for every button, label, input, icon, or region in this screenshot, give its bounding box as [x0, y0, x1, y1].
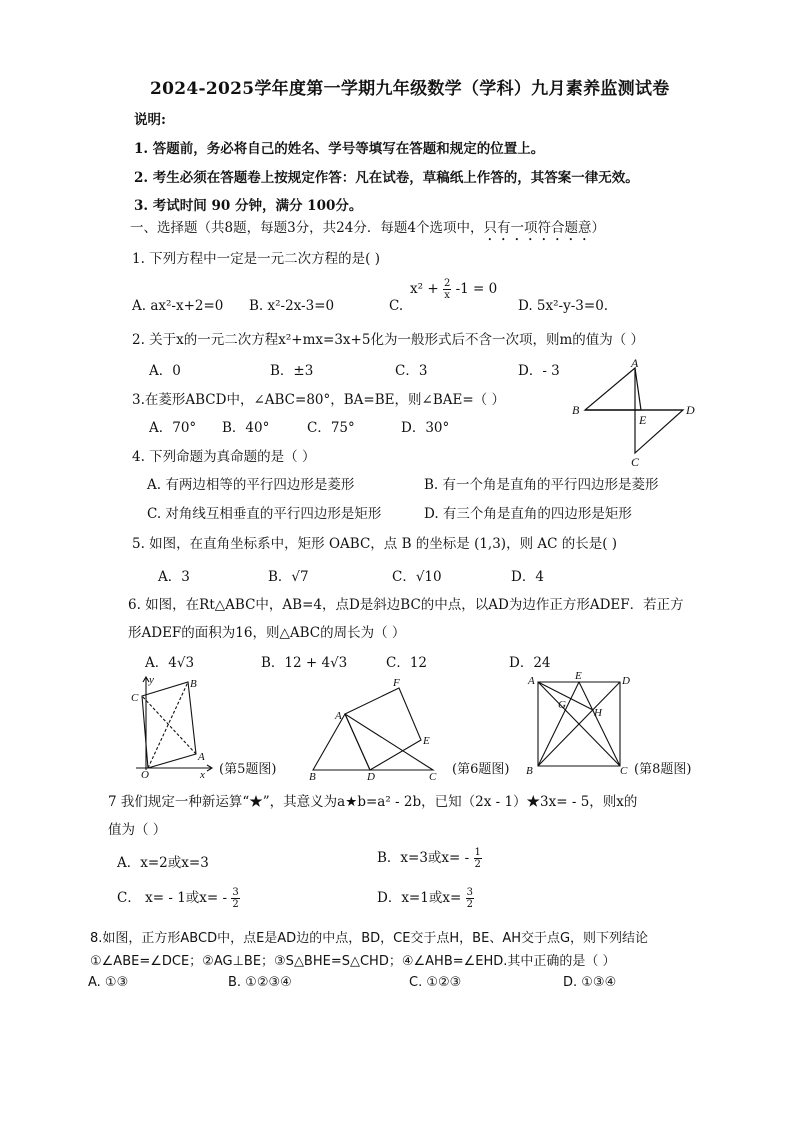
section-heading-text: 一、选择题（共8题，每题3分，共24分．每题4个选项中，: [130, 220, 484, 236]
q8-option-a: A. ①③: [88, 975, 129, 990]
figure-5: [128, 672, 228, 782]
label-c: C: [631, 455, 640, 468]
label-b: B: [190, 678, 197, 690]
label-a: A: [198, 751, 205, 763]
q1-stem: 1. 下列方程中一定是一元二次方程的是( ): [132, 251, 380, 267]
q1-option-a: A. ax²-x+2=0: [132, 298, 224, 314]
q6-stem-line2: 形ADEF的面积为16，则△ABC的周长为（ ）: [128, 625, 406, 641]
label-x: x: [200, 769, 205, 781]
q7-d-pre: D．x=1或x=: [377, 890, 462, 906]
q7-c-den: 2: [232, 899, 239, 910]
label-a: A: [528, 675, 535, 687]
q7-stem-line1: 7 我们规定一种新运算“★”，其意义为a★b=a² - 2b，已知（2x - 1）★3x= - 5，则x的: [108, 794, 638, 810]
q1-c-post: -1 = 0: [455, 281, 498, 297]
q3-option-d: D．30°: [401, 420, 450, 436]
q5-option-a: A．3: [158, 569, 190, 585]
q7-option-d: [377, 886, 474, 910]
label-c: C: [131, 692, 139, 704]
q7-option-a: A．x=2或x=3: [117, 855, 209, 871]
q5-option-b: B．√7: [268, 569, 309, 585]
q1-c-num: 2: [443, 278, 451, 289]
figure-8: [520, 670, 640, 780]
q7-c-pre: C． x= - 1或x= -: [117, 890, 228, 906]
q1-c-fraction: [443, 278, 451, 301]
square-adef: [345, 688, 421, 770]
q7-b-den: 2: [474, 859, 481, 870]
q5-stem: 5. 如图，在直角坐标系中，矩形 OABC，点 B 的坐标是 (1,3)，则 AC 的长是( ): [132, 536, 618, 552]
segment-ae: [635, 368, 641, 410]
q7-b-num: 1: [474, 847, 481, 858]
label-d: D: [367, 771, 375, 783]
q6-option-d: D．24: [509, 655, 551, 671]
label-d: D: [686, 403, 695, 417]
q7-b-fraction: [474, 847, 482, 870]
section-heading-emphasis: 只有一项符合题意: [483, 220, 592, 236]
label-o: O: [141, 769, 149, 781]
label-a: A: [335, 710, 342, 722]
q2-option-b: B．±3: [270, 363, 314, 379]
q7-c-fraction: [231, 887, 239, 910]
q7-option-b: [377, 846, 482, 870]
q5-option-d: D．4: [511, 569, 544, 585]
label-e: E: [639, 413, 647, 427]
label-y: y: [149, 674, 154, 686]
label-b: B: [572, 403, 580, 417]
q6-stem-line1: 6. 如图，在Rt△ABC中，AB=4，点D是斜边BC的中点，以AD为边作正方形ADEF．若正方: [128, 597, 684, 613]
segment-ce: [579, 682, 620, 766]
q8-stem-line2: ①∠ABE=∠DCE；②AG⊥BE；③S△BHE=S△CHD；④∠AHB=∠EHD.其中正确的是（ ）: [90, 954, 616, 969]
q6-option-a: A．4√3: [145, 655, 195, 671]
label-b: B: [309, 771, 316, 783]
q1-option-c-label: C.: [389, 298, 404, 314]
q4-option-a: A. 有两边相等的平行四边形是菱形: [147, 477, 355, 493]
q1-option-b: B. x²-2x-3=0: [249, 298, 335, 314]
q4-stem: 4. 下列命题为真命题的是（ ）: [132, 449, 316, 465]
label-a: A: [631, 358, 639, 370]
note-2: 2. 考生必须在答题卷上按规定作答：凡在试卷，草稿纸上作答的，其答案一律无效。: [134, 170, 639, 186]
q8-stem-line1: 8.如图，正方形ABCD中，点E是AD边的中点，BD，CE交于点H，BE、AH交于点G，则下列结论: [90, 931, 649, 946]
label-f: F: [393, 677, 400, 689]
q5-option-c: C．√10: [392, 569, 442, 585]
q2-option-a: A．0: [149, 363, 181, 379]
q2-option-d: D．- 3: [518, 363, 560, 379]
triangle-abc: [313, 714, 433, 770]
q3-option-a: A．70°: [149, 420, 197, 436]
label-e: E: [575, 670, 582, 682]
q2-option-c: C．3: [395, 363, 428, 379]
q7-d-num: 3: [466, 887, 473, 898]
q3-option-c: C．75°: [307, 420, 355, 436]
q8-option-d: D. ①③④: [563, 975, 617, 990]
figure-6: [300, 672, 450, 784]
section-1-heading: [130, 216, 605, 244]
exam-title: 2024-2025学年度第一学期九年级数学（学科）九月素养监测试卷: [150, 79, 670, 99]
q4-option-b: B. 有一个角是直角的平行四边形是菱形: [424, 477, 659, 493]
label-b: B: [526, 765, 533, 777]
q7-stem-line2: 值为（ ）: [108, 822, 167, 838]
rectangle-oabc: [142, 682, 196, 768]
label-g: G: [558, 699, 566, 711]
q8-option-c: C. ①②③: [409, 975, 462, 990]
label-c: C: [620, 765, 628, 777]
q1-c-den: x: [444, 290, 450, 301]
q1-option-d: D. 5x²-y-3=0.: [518, 298, 609, 314]
segment-be: [538, 682, 579, 766]
q3-stem: 3.在菱形ABCD中，∠ABC=80°，BA=BE，则∠BAE=（ ）: [132, 392, 505, 408]
rhombus-figure: [568, 358, 703, 468]
caption-figure-5: (第5题图): [219, 762, 277, 777]
label-d: D: [622, 675, 630, 687]
q7-b-pre: B．x=3或x= -: [377, 850, 470, 866]
q4-option-c: C. 对角线互相垂直的平行四边形是矩形: [147, 506, 382, 522]
notes-label: 说明:: [134, 112, 166, 128]
label-c: C: [429, 771, 437, 783]
q3-option-b: B．40°: [222, 420, 270, 436]
q7-d-fraction: [466, 887, 474, 910]
label-h: H: [594, 707, 602, 719]
q1-c-pre: x² +: [410, 281, 439, 297]
note-3: 3. 考试时间 90 分钟，满分 100分。: [134, 198, 363, 214]
q7-option-c: [117, 886, 240, 910]
q8-option-b: B. ①②③④: [228, 975, 292, 990]
q2-stem: 2. 关于x的一元二次方程x²+mx=3x+5化为一般形式后不含一次项，则m的值为（ ）: [132, 332, 645, 348]
label-e: E: [423, 735, 430, 747]
section-heading-close: ）: [591, 220, 605, 236]
q6-option-b: B．12 + 4√3: [261, 655, 348, 671]
caption-figure-6: (第6题图): [452, 762, 510, 777]
diagonal-ob: [148, 682, 188, 768]
caption-figure-8: (第8题图): [634, 762, 692, 777]
q6-option-c: C．12: [386, 655, 428, 671]
q7-d-den: 2: [466, 899, 473, 910]
q1-option-c-expr: [410, 278, 497, 301]
q7-c-num: 3: [232, 887, 239, 898]
diagonal-ac: [142, 696, 196, 754]
note-1: 1. 答题前，务必将自己的姓名、学号等填写在答题和规定的位置上。: [134, 141, 545, 157]
q4-option-d: D. 有三个角是直角的四边形是矩形: [424, 506, 632, 522]
